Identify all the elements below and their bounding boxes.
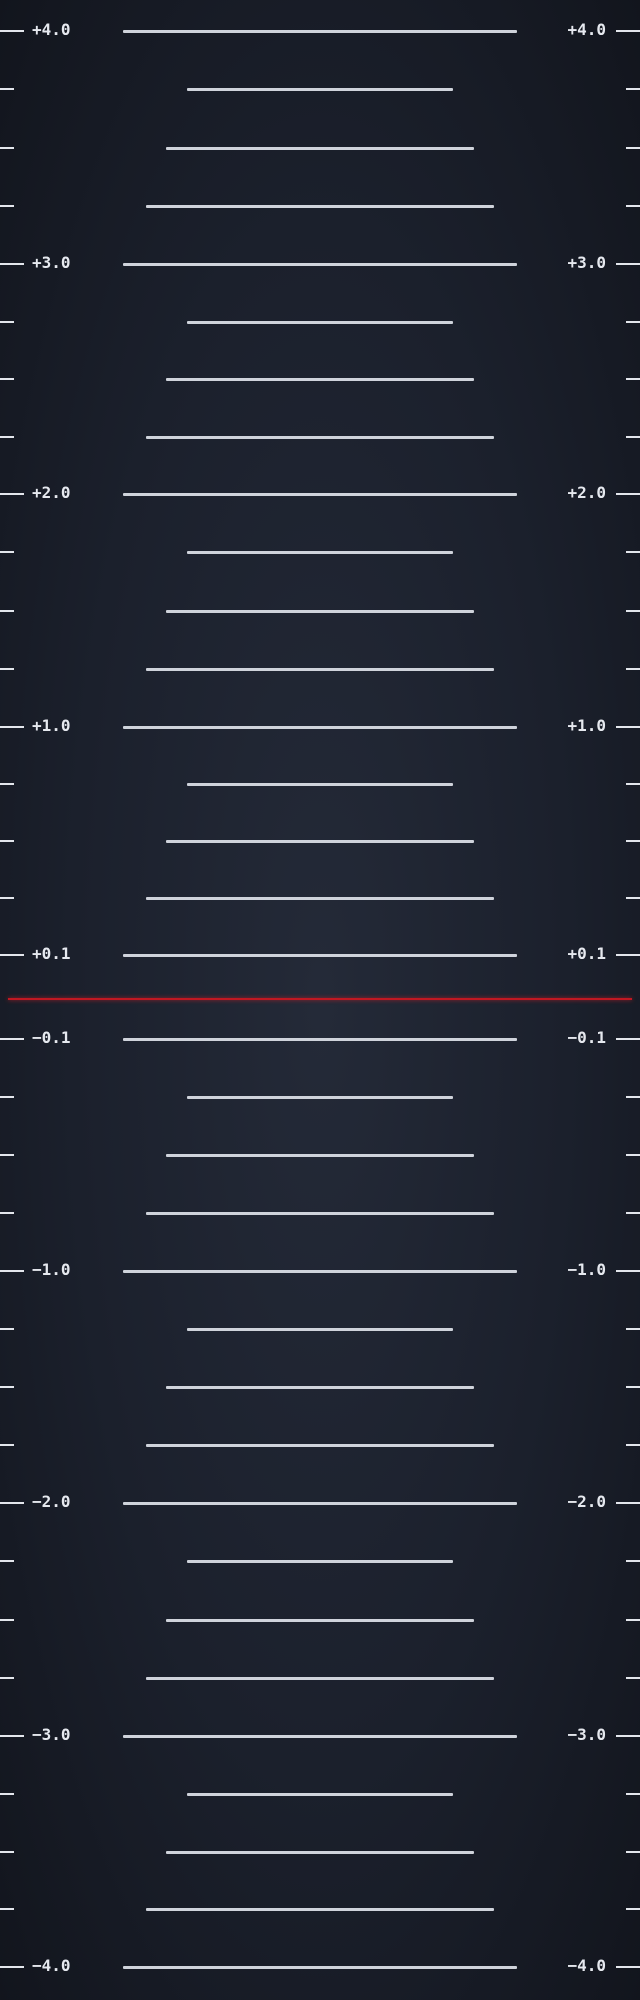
minor-pitch-line xyxy=(187,1560,453,1563)
right-major-tick xyxy=(616,1038,640,1040)
right-scale-label: +2.0 xyxy=(567,483,606,502)
left-major-tick xyxy=(0,263,24,265)
minor-pitch-line xyxy=(166,1619,474,1622)
major-pitch-line xyxy=(123,1735,517,1738)
left-minor-tick xyxy=(0,1212,14,1214)
right-minor-tick xyxy=(626,551,640,553)
right-scale-label: −2.0 xyxy=(567,1492,606,1511)
right-major-tick xyxy=(616,493,640,495)
right-minor-tick xyxy=(626,1212,640,1214)
left-minor-tick xyxy=(0,840,14,842)
left-minor-tick xyxy=(0,1154,14,1156)
right-major-tick xyxy=(616,726,640,728)
left-minor-tick xyxy=(0,1908,14,1910)
minor-pitch-line xyxy=(166,378,474,381)
left-minor-tick xyxy=(0,1444,14,1446)
minor-pitch-line xyxy=(146,1212,494,1215)
left-minor-tick xyxy=(0,1560,14,1562)
right-minor-tick xyxy=(626,205,640,207)
right-minor-tick xyxy=(626,1560,640,1562)
right-minor-tick xyxy=(626,1154,640,1156)
right-minor-tick xyxy=(626,321,640,323)
left-minor-tick xyxy=(0,668,14,670)
left-minor-tick xyxy=(0,1793,14,1795)
minor-pitch-line xyxy=(166,840,474,843)
left-minor-tick xyxy=(0,1851,14,1853)
right-minor-tick xyxy=(626,1328,640,1330)
right-minor-tick xyxy=(626,610,640,612)
right-minor-tick xyxy=(626,147,640,149)
left-minor-tick xyxy=(0,205,14,207)
right-minor-tick xyxy=(626,1444,640,1446)
left-minor-tick xyxy=(0,897,14,899)
left-minor-tick xyxy=(0,1619,14,1621)
major-pitch-line xyxy=(123,493,517,496)
minor-pitch-line xyxy=(187,551,453,554)
left-scale-label: +2.0 xyxy=(32,483,71,502)
left-major-tick xyxy=(0,954,24,956)
right-major-tick xyxy=(616,1502,640,1504)
right-scale-label: +1.0 xyxy=(567,716,606,735)
zero-reference-line xyxy=(8,998,632,1000)
major-pitch-line xyxy=(123,726,517,729)
left-major-tick xyxy=(0,1735,24,1737)
right-major-tick xyxy=(616,1735,640,1737)
left-minor-tick xyxy=(0,1386,14,1388)
left-major-tick xyxy=(0,1502,24,1504)
minor-pitch-line xyxy=(187,783,453,786)
right-minor-tick xyxy=(626,783,640,785)
left-scale-label: −2.0 xyxy=(32,1492,71,1511)
right-minor-tick xyxy=(626,88,640,90)
right-minor-tick xyxy=(626,840,640,842)
major-pitch-line xyxy=(123,1966,517,1969)
minor-pitch-line xyxy=(166,1851,474,1854)
left-minor-tick xyxy=(0,1328,14,1330)
right-major-tick xyxy=(616,263,640,265)
minor-pitch-line xyxy=(166,1386,474,1389)
right-minor-tick xyxy=(626,1851,640,1853)
minor-pitch-line xyxy=(187,1793,453,1796)
left-scale-label: +0.1 xyxy=(32,944,71,963)
right-minor-tick xyxy=(626,897,640,899)
left-major-tick xyxy=(0,1038,24,1040)
left-minor-tick xyxy=(0,551,14,553)
right-scale-label: −3.0 xyxy=(567,1725,606,1744)
right-major-tick xyxy=(616,954,640,956)
left-scale-label: −0.1 xyxy=(32,1028,71,1047)
major-pitch-line xyxy=(123,954,517,957)
minor-pitch-line xyxy=(146,436,494,439)
left-scale-label: −1.0 xyxy=(32,1260,71,1279)
minor-pitch-line xyxy=(166,1154,474,1157)
left-minor-tick xyxy=(0,88,14,90)
right-major-tick xyxy=(616,1270,640,1272)
right-minor-tick xyxy=(626,668,640,670)
minor-pitch-line xyxy=(166,610,474,613)
left-scale-label: +1.0 xyxy=(32,716,71,735)
right-major-tick xyxy=(616,30,640,32)
right-scale-label: +0.1 xyxy=(567,944,606,963)
minor-pitch-line xyxy=(187,1096,453,1099)
minor-pitch-line xyxy=(187,1328,453,1331)
minor-pitch-line xyxy=(146,1908,494,1911)
major-pitch-line xyxy=(123,30,517,33)
left-minor-tick xyxy=(0,378,14,380)
right-major-tick xyxy=(616,1966,640,1968)
right-minor-tick xyxy=(626,1096,640,1098)
left-minor-tick xyxy=(0,1096,14,1098)
right-scale-label: −0.1 xyxy=(567,1028,606,1047)
right-minor-tick xyxy=(626,378,640,380)
right-minor-tick xyxy=(626,1386,640,1388)
major-pitch-line xyxy=(123,263,517,266)
minor-pitch-line xyxy=(166,147,474,150)
minor-pitch-line xyxy=(146,897,494,900)
left-major-tick xyxy=(0,726,24,728)
left-minor-tick xyxy=(0,610,14,612)
major-pitch-line xyxy=(123,1038,517,1041)
right-minor-tick xyxy=(626,436,640,438)
right-scale-label: −4.0 xyxy=(567,1956,606,1975)
left-minor-tick xyxy=(0,147,14,149)
left-minor-tick xyxy=(0,783,14,785)
right-minor-tick xyxy=(626,1619,640,1621)
right-minor-tick xyxy=(626,1908,640,1910)
left-major-tick xyxy=(0,1966,24,1968)
right-minor-tick xyxy=(626,1793,640,1795)
left-major-tick xyxy=(0,1270,24,1272)
left-scale-label: +3.0 xyxy=(32,253,71,272)
minor-pitch-line xyxy=(187,321,453,324)
left-minor-tick xyxy=(0,436,14,438)
left-major-tick xyxy=(0,30,24,32)
minor-pitch-line xyxy=(187,88,453,91)
right-minor-tick xyxy=(626,1677,640,1679)
minor-pitch-line xyxy=(146,1444,494,1447)
left-scale-label: +4.0 xyxy=(32,20,71,39)
left-minor-tick xyxy=(0,321,14,323)
left-major-tick xyxy=(0,493,24,495)
left-scale-label: −3.0 xyxy=(32,1725,71,1744)
major-pitch-line xyxy=(123,1270,517,1273)
minor-pitch-line xyxy=(146,205,494,208)
major-pitch-line xyxy=(123,1502,517,1505)
right-scale-label: +4.0 xyxy=(567,20,606,39)
left-minor-tick xyxy=(0,1677,14,1679)
minor-pitch-line xyxy=(146,668,494,671)
right-scale-label: +3.0 xyxy=(567,253,606,272)
right-scale-label: −1.0 xyxy=(567,1260,606,1279)
left-scale-label: −4.0 xyxy=(32,1956,71,1975)
minor-pitch-line xyxy=(146,1677,494,1680)
